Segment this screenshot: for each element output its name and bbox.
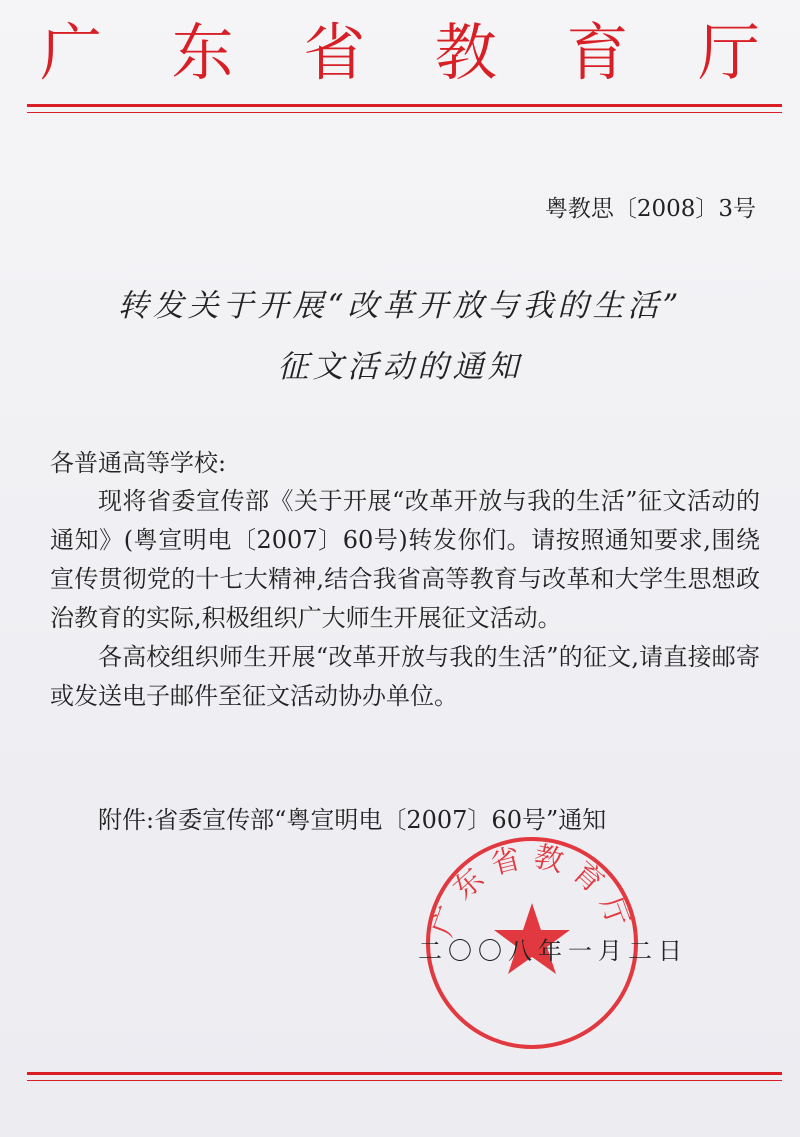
letterhead-char: 育 xyxy=(566,16,629,89)
letterhead-char: 省 xyxy=(303,16,366,89)
document-title-line2: 征文活动的通知 xyxy=(277,349,523,385)
issue-date: 二〇〇八年一月二日 xyxy=(418,937,688,965)
body-paragraph: 现将省委宣传部《关于开展“改革开放与我的生活”征文活动的通知》(粤宣明电〔2007〕60号)转发你们。请按照通知要求,围绕宣传贯彻党的十七大精神,结合我省高等教育与改革和大学生思想政治教育的实际,积极组织广大师生开展征文活动。 xyxy=(50,487,760,632)
document-body xyxy=(50,482,760,716)
footer-divider-thick xyxy=(27,1072,782,1075)
footer-divider-thin xyxy=(27,1080,782,1081)
letterhead-char: 东 xyxy=(171,16,234,89)
letterhead-char: 厅 xyxy=(697,16,760,89)
body-paragraph: 各高校组织师生开展“改革开放与我的生活”的征文,请直接邮寄或发送电子邮件至征文活动协办单位。 xyxy=(50,643,760,710)
letterhead-char: 广 xyxy=(40,16,103,89)
document-number: 粤教思〔2008〕3号 xyxy=(544,196,756,222)
letterhead-divider-thick xyxy=(27,104,782,107)
letterhead-divider-thin xyxy=(27,112,782,113)
salutation: 各普通高等学校: xyxy=(50,449,227,477)
seal-text: 广东省教育厅 xyxy=(424,838,640,941)
document-title-line1: 转发关于开展“改革开放与我的生活” xyxy=(117,288,683,324)
attachment-line: 附件:省委宣传部“粤宣明电〔2007〕60号”通知 xyxy=(98,806,607,834)
letterhead-title xyxy=(40,8,760,98)
letterhead-char: 教 xyxy=(434,16,497,89)
